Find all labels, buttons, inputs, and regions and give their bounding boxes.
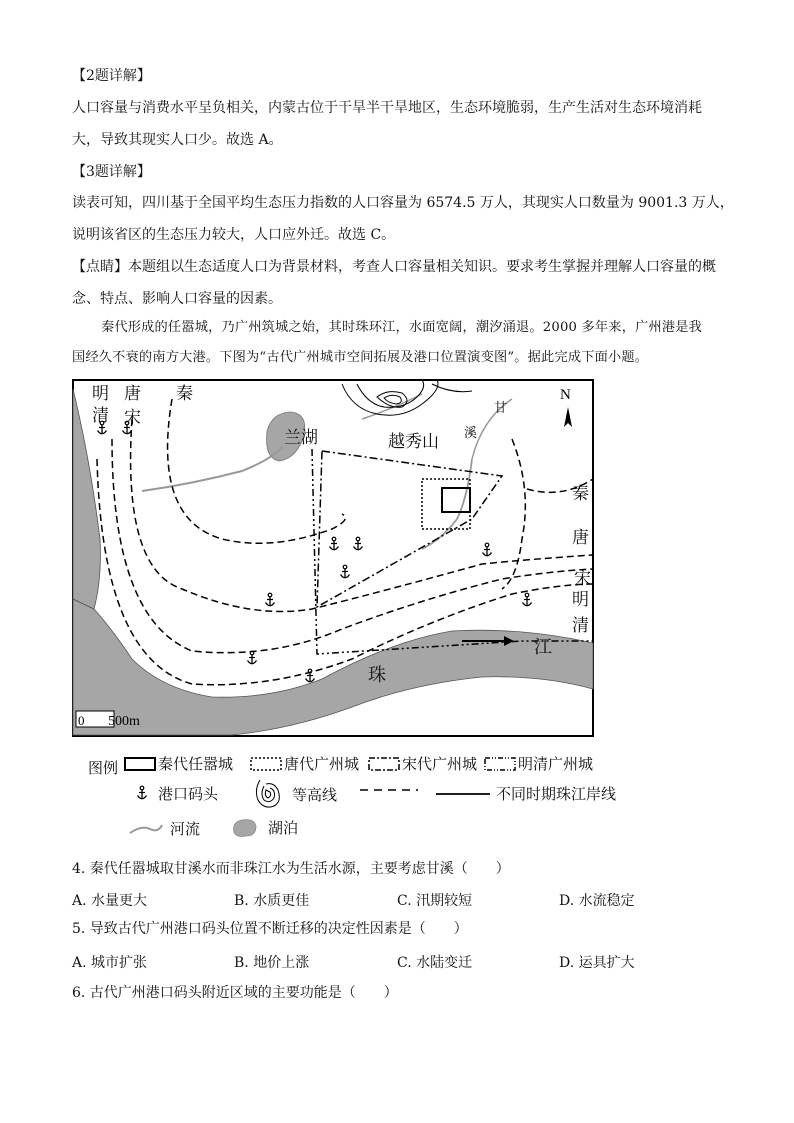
legend-river: 河流 [128, 818, 200, 839]
label-zhu: 珠 [368, 665, 386, 686]
legend-contour: 等高线 [252, 776, 337, 812]
mingqing-city-symbol-icon [484, 757, 516, 771]
question-4-stem: 4. 秦代任嚣城取甘溪水而非珠江水为生活水源，主要考虑甘溪（ ） [72, 861, 510, 877]
scale-label: 500m [108, 714, 140, 729]
label-song-right: 宋 [574, 569, 591, 589]
label-ming-left: 明 [92, 384, 109, 404]
tip-line2: 念、特点、影响人口容量的因素。 [72, 291, 282, 307]
label-jiang: 江 [534, 637, 552, 658]
dashed-line-symbol-icon [360, 783, 420, 797]
legend-qin-city: 秦代任嚣城 [124, 753, 233, 774]
svg-text:0: 0 [78, 713, 85, 728]
legend-song-city: 宋代广州城 [368, 753, 477, 774]
q5-option-c[interactable]: C. 水陆变迁 [397, 955, 473, 971]
tang-city-symbol-icon [250, 757, 282, 771]
label-ming-right: 明 [572, 590, 589, 610]
guangzhou-map [72, 379, 594, 737]
lake-symbol-icon [230, 816, 260, 838]
qin-city-symbol-icon [124, 757, 156, 771]
passage-line1: 秦代形成的任嚣城，乃广州筑城之始，其时珠环江，水面宽阔，潮汐涌退。2000 多年来，广州港是我 [101, 320, 703, 335]
legend-tang-city: 唐代广州城 [250, 753, 359, 774]
label-song-left: 宋 [124, 408, 141, 428]
label-tang-left: 唐 [124, 384, 141, 404]
legend-title: 图例 [88, 759, 119, 777]
contour-symbol-icon [252, 776, 288, 812]
label-qing-left: 清 [92, 406, 109, 426]
legend-lake: 湖泊 [230, 816, 298, 838]
q2-text-line1: 人口容量与消费水平呈负相关，内蒙古位于干旱半干旱地区，生态环境脆弱，生产生活对生态环境消耗 [72, 100, 702, 116]
q4-option-c[interactable]: C. 汛期较短 [397, 893, 473, 909]
q5-option-b[interactable]: B. 地价上涨 [234, 955, 310, 971]
q3-heading: 【3题详解】 [72, 164, 151, 180]
anchor-icon [134, 785, 150, 803]
label-qing-right: 清 [572, 616, 589, 636]
question-6-stem: 6. 古代广州港口码头附近区域的主要功能是（ ） [72, 985, 398, 1001]
label-lanhu: 兰湖 [284, 428, 318, 448]
q5-option-a[interactable]: A. 城市扩张 [72, 955, 148, 971]
question-5-stem: 5. 导致古代广州港口码头位置不断迁移的决定性因素是（ ） [72, 921, 468, 937]
q4-option-b[interactable]: B. 水质更佳 [234, 893, 310, 909]
label-xi: 溪 [464, 426, 478, 441]
q5-option-d[interactable]: D. 运具扩大 [559, 955, 635, 971]
q4-option-a[interactable]: A. 水量更大 [72, 893, 148, 909]
song-city-symbol-icon [368, 757, 400, 771]
label-tang-right: 唐 [572, 528, 589, 548]
q4-option-d[interactable]: D. 水流稳定 [559, 893, 635, 909]
q2-heading: 【2题详解】 [72, 68, 151, 84]
passage-line2: 国经久不衰的南方大港。下图为“古代广州城市空间拓展及港口位置演变图”。据此完成下面小题。 [72, 350, 649, 365]
label-qin-top: 秦 [176, 384, 193, 404]
q3-text-line2: 说明该省区的生态压力较大，人口应外迁。故选 C。 [72, 227, 396, 243]
q2-text-line2: 大，导致其现实人口少。故选 A。 [72, 132, 283, 148]
q3-text-line1: 读表可知，四川基于全国平均生态压力指数的人口容量为 6574.5 万人，其现实人口数量为 9001.3 万人， [72, 195, 734, 211]
legend-shoreline: 不同时期珠江岸线 [436, 783, 616, 804]
label-qin-right: 秦 [572, 484, 589, 504]
legend-mingqing-city: 明清广州城 [484, 753, 593, 774]
north-label: N [560, 387, 571, 403]
tip-line1: 【点睛】本题组以生态适度人口为背景材料，考查人口容量相关知识。要求考生掌握并理解人口容量的概 [72, 259, 716, 275]
solid-line-symbol-icon [436, 787, 492, 801]
label-gan: 甘 [494, 401, 508, 416]
legend-dashed-line [360, 783, 420, 797]
legend-port: 港口码头 [134, 783, 218, 804]
river-symbol-icon [128, 821, 164, 837]
label-yuexiushan: 越秀山 [388, 432, 439, 452]
